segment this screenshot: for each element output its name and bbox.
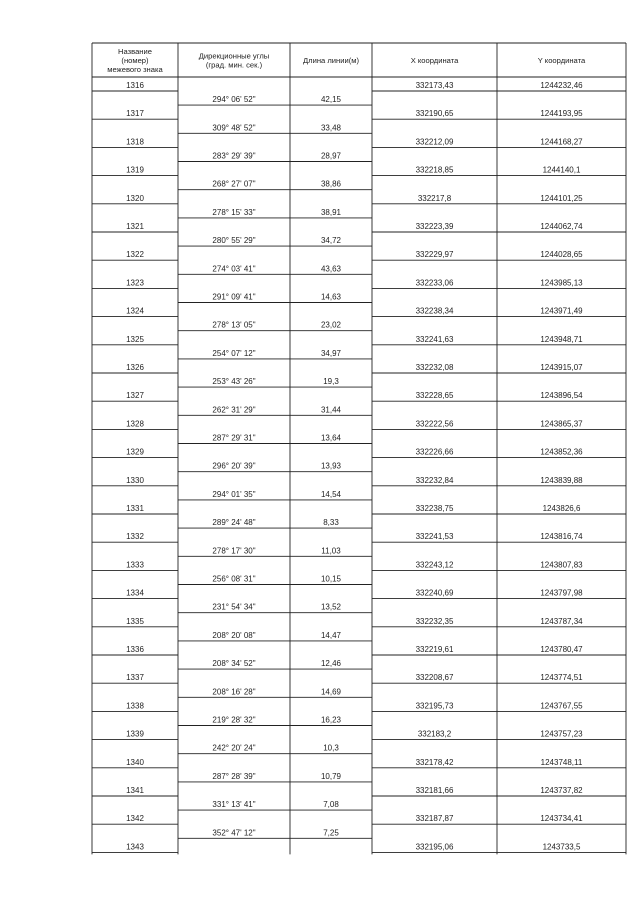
segment-angle: 278° 13' 05" — [212, 320, 256, 330]
segment-length: 10,3 — [323, 743, 339, 753]
point-x: 332218,85 — [415, 165, 454, 175]
point-number: 1328 — [126, 419, 144, 429]
point-number: 1331 — [126, 504, 144, 513]
point-y: 1243971,49 — [540, 306, 583, 316]
point-y: 1244028,65 — [540, 250, 583, 260]
segment-angle: 331° 13' 41" — [212, 800, 256, 810]
point-number: 1339 — [126, 729, 144, 739]
point-number: 1342 — [126, 814, 144, 824]
point-x: 332217,8 — [417, 193, 452, 203]
segment-angle: 291° 09' 41" — [212, 292, 256, 302]
header-name: (номер) — [121, 56, 149, 65]
point-y: 1243896,54 — [540, 391, 583, 401]
segment-length: 31,44 — [320, 405, 342, 415]
point-y: 1243915,07 — [540, 363, 583, 372]
segment-angle: 208° 34' 52" — [212, 659, 256, 669]
segment-length: 34,72 — [320, 236, 342, 246]
point-x: 332238,34 — [415, 306, 454, 316]
point-number: 1324 — [126, 306, 144, 316]
point-number: 1326 — [126, 363, 144, 372]
point-y: 1243767,55 — [540, 701, 583, 711]
segment-angle: 296° 20' 39" — [212, 461, 256, 471]
segment-length: 13,64 — [320, 433, 342, 443]
point-number: 1343 — [126, 842, 144, 852]
point-y: 1243852,36 — [540, 447, 583, 457]
segment-length: 33,48 — [320, 123, 342, 133]
point-number: 1335 — [126, 616, 144, 626]
point-number: 1322 — [126, 250, 144, 260]
point-y: 1243780,47 — [540, 645, 583, 654]
segment-length: 14,54 — [320, 489, 342, 499]
header-name: Название — [118, 47, 152, 56]
segment-angle: 262° 31' 29" — [212, 405, 256, 415]
point-number: 1333 — [126, 560, 144, 570]
point-y: 1244062,74 — [540, 222, 583, 231]
segment-length: 11,03 — [321, 546, 341, 556]
point-y: 1243733,5 — [542, 842, 581, 852]
point-y: 1243826,6 — [542, 504, 581, 513]
point-y: 1243757,23 — [540, 729, 583, 739]
point-x: 332219,61 — [415, 645, 454, 654]
segment-length: 42,15 — [320, 95, 342, 105]
segment-length: 10,15 — [320, 574, 342, 584]
point-y: 1243734,41 — [540, 814, 583, 824]
segment-angle: 352° 47' 12" — [212, 828, 256, 838]
point-number: 1319 — [126, 165, 144, 175]
segment-angle: 283° 29' 39" — [212, 151, 256, 161]
point-number: 1320 — [126, 193, 144, 203]
point-y: 1244168,27 — [540, 137, 583, 147]
header-length: Длина линии(м) — [303, 56, 359, 65]
point-x: 332178,42 — [415, 757, 454, 767]
point-y: 1243948,71 — [540, 334, 583, 344]
point-x: 332243,12 — [415, 560, 454, 570]
point-x: 332228,65 — [415, 391, 454, 401]
point-x: 332226,66 — [415, 447, 454, 457]
point-y: 1243839,88 — [540, 475, 583, 485]
segment-length: 19,3 — [323, 377, 339, 387]
point-x: 332238,75 — [415, 504, 454, 513]
segment-length: 14,47 — [320, 630, 342, 640]
segment-length: 16,23 — [320, 715, 342, 725]
point-x: 332241,53 — [415, 532, 454, 542]
segment-angle: 280° 55' 29" — [212, 236, 256, 246]
point-x: 332222,56 — [415, 419, 454, 429]
segment-angle: 231° 54' 34" — [212, 602, 256, 612]
header-angle: Дирекционные углы — [198, 51, 270, 61]
point-y: 1244193,95 — [540, 109, 583, 119]
point-number: 1341 — [126, 786, 144, 795]
point-x: 332232,84 — [415, 475, 454, 485]
segment-length: 38,86 — [320, 179, 342, 189]
point-number: 1327 — [126, 391, 144, 401]
point-number: 1323 — [126, 278, 144, 288]
point-x: 332240,69 — [415, 588, 454, 598]
segment-length: 13,93 — [320, 461, 342, 471]
segment-angle: 278° 17' 30" — [212, 546, 256, 556]
point-y: 1243737,82 — [540, 786, 583, 795]
point-y: 1243985,13 — [540, 278, 583, 288]
point-y: 1244232,46 — [540, 81, 583, 90]
segment-angle: 268° 27' 07" — [212, 179, 256, 189]
point-number: 1330 — [126, 475, 144, 485]
point-x: 332233,06 — [415, 278, 454, 288]
point-number: 1332 — [126, 532, 144, 542]
segment-length: 10,79 — [320, 771, 342, 781]
point-y: 1244101,25 — [540, 193, 583, 203]
segment-length: 7,25 — [323, 828, 339, 838]
point-number: 1338 — [126, 701, 144, 711]
point-x: 332212,09 — [415, 137, 454, 147]
point-number: 1318 — [126, 137, 144, 147]
point-number: 1325 — [126, 334, 144, 344]
point-number: 1317 — [126, 109, 144, 119]
segment-angle: 309° 48' 52" — [212, 123, 256, 133]
point-x: 332195,73 — [415, 701, 454, 711]
point-x: 332187,87 — [415, 814, 454, 824]
segment-angle: 289° 24' 48" — [212, 518, 256, 528]
segment-angle: 253° 43' 26" — [212, 377, 256, 387]
header-angle: (град. мин. сек.) — [205, 60, 263, 70]
segment-angle: 287° 29' 31" — [212, 433, 256, 443]
point-y: 1243797,98 — [540, 588, 583, 598]
segment-angle: 278° 15' 33" — [212, 207, 256, 217]
segment-angle: 219° 28' 32" — [212, 715, 256, 725]
point-x: 332190,65 — [415, 109, 454, 119]
point-x: 332195,06 — [415, 842, 454, 852]
segment-length: 14,63 — [320, 292, 342, 302]
point-number: 1337 — [126, 673, 144, 683]
point-x: 332223,39 — [415, 222, 454, 231]
point-x: 332173,43 — [415, 81, 454, 90]
segment-length: 28,97 — [320, 151, 342, 161]
point-x: 332229,97 — [415, 250, 454, 260]
segment-angle: 294° 06' 52" — [212, 95, 256, 105]
point-number: 1321 — [126, 222, 144, 231]
point-y: 1243787,34 — [540, 616, 583, 626]
point-number: 1329 — [126, 447, 144, 457]
point-y: 1244140,1 — [542, 165, 581, 175]
segment-length: 12,46 — [320, 659, 342, 669]
point-number: 1336 — [126, 645, 144, 654]
point-y: 1243816,74 — [540, 532, 583, 542]
segment-length: 43,63 — [320, 264, 342, 274]
segment-length: 38,91 — [320, 207, 342, 217]
point-x: 332208,67 — [415, 673, 454, 683]
segment-length: 34,97 — [320, 348, 342, 358]
point-y: 1243807,83 — [540, 560, 583, 570]
segment-length: 23,02 — [320, 320, 342, 330]
point-y: 1243774,51 — [540, 673, 583, 683]
segment-angle: 274° 03' 41" — [212, 264, 256, 274]
segment-length: 7,08 — [323, 800, 339, 810]
header-y: Y координата — [537, 56, 586, 65]
point-x: 332241,63 — [415, 334, 454, 344]
point-x: 332232,08 — [415, 363, 454, 372]
segment-angle: 254° 07' 12" — [212, 348, 256, 358]
segment-length: 8,33 — [323, 518, 339, 528]
point-x: 332183,2 — [417, 729, 452, 739]
segment-length: 13,52 — [320, 602, 342, 612]
segment-angle: 256° 08' 31" — [212, 574, 256, 584]
header-name: межевого знака — [107, 65, 163, 74]
point-x: 332181,66 — [415, 786, 454, 795]
point-number: 1340 — [126, 757, 144, 767]
segment-angle: 208° 16' 28" — [212, 687, 256, 697]
segment-angle: 208° 20' 08" — [212, 630, 256, 640]
point-y: 1243748,11 — [540, 757, 583, 767]
segment-angle: 242° 20' 24" — [212, 743, 256, 753]
point-number: 1316 — [126, 81, 144, 90]
point-x: 332232,35 — [415, 616, 454, 626]
point-y: 1243865,37 — [540, 419, 583, 429]
header-x: X координата — [410, 56, 459, 65]
point-number: 1334 — [126, 588, 144, 598]
segment-angle: 294° 01' 35" — [212, 489, 256, 499]
segment-angle: 287° 28' 39" — [212, 771, 256, 781]
segment-length: 14,69 — [320, 687, 342, 697]
